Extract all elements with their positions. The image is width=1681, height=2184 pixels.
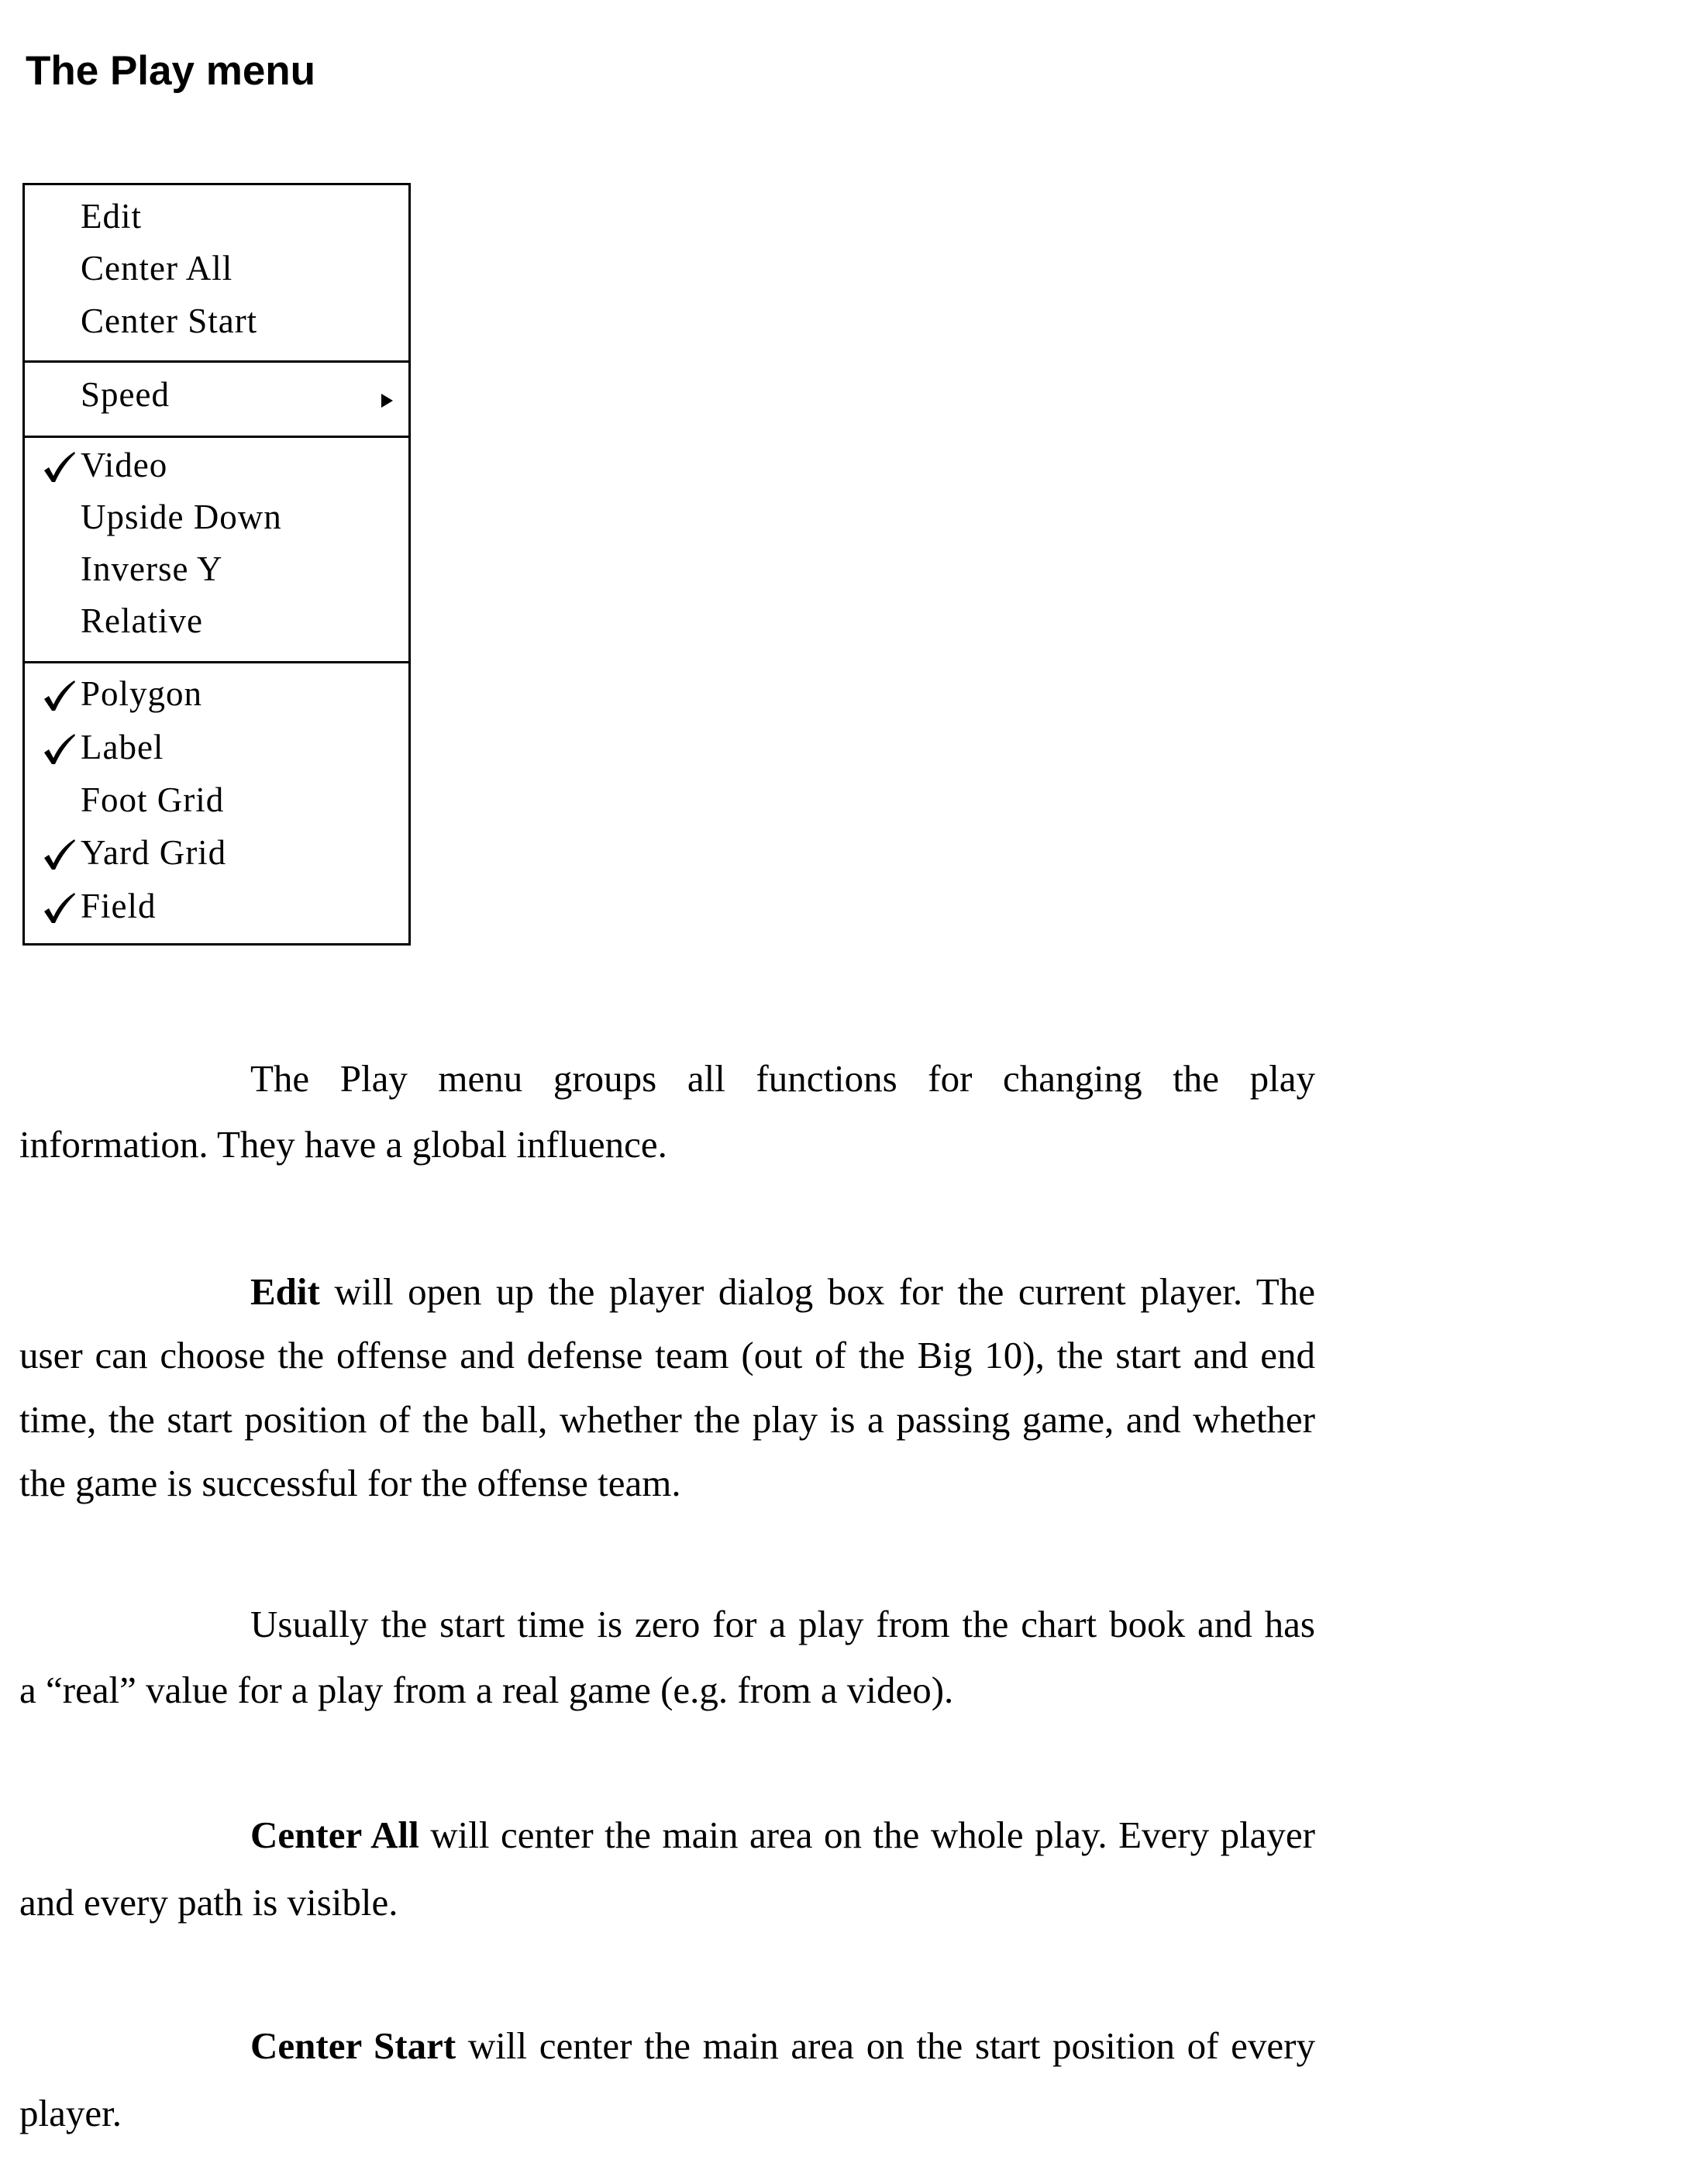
submenu-arrow-icon [381, 394, 393, 408]
menu-item-label: Speed [81, 375, 170, 414]
menu-item-yard-grid[interactable] [25, 829, 408, 881]
menu-item-upside-down[interactable] [25, 494, 408, 546]
menu-separator [25, 436, 408, 438]
menu-item-label: Center Start [81, 301, 258, 340]
menu-item-inverse-y[interactable] [25, 546, 408, 598]
checkmark-icon [42, 732, 76, 766]
menu-item-edit[interactable] [25, 193, 408, 245]
paragraph-center-all-line-2: and every path is visible. [19, 1881, 398, 1924]
paragraph-edit-line-1 [250, 1269, 1315, 1315]
play-menu [22, 183, 411, 946]
paragraph-center-all-line-1 [250, 1812, 1315, 1858]
menu-item-label: Relative [81, 601, 203, 640]
term-center-all: Center All [250, 1814, 419, 1856]
term-center-start: Center Start [250, 2024, 456, 2067]
menu-separator [25, 360, 408, 363]
menu-item-label: Upside Down [81, 498, 282, 536]
checkmark-icon [42, 837, 76, 871]
paragraph-intro-line-1: The Play menu groups all functions for changing the play [250, 1057, 1315, 1100]
menu-item-label: Yard Grid [81, 833, 227, 872]
checkmark-icon [42, 678, 76, 712]
menu-item-video[interactable] [25, 442, 408, 494]
menu-item-speed[interactable] [25, 371, 408, 423]
paragraph-text: will center the main area on the start position of every [456, 2024, 1315, 2067]
paragraph-center-start-line-1 [250, 2023, 1315, 2069]
paragraph-start-time-line-2: a “real” value for a play from a real game (e.g. from a video). [19, 1669, 954, 1711]
menu-item-label: Edit [81, 197, 142, 236]
page-title: The Play menu [26, 48, 316, 94]
menu-item-label-toggle[interactable] [25, 724, 408, 776]
menu-item-polygon[interactable] [25, 670, 408, 722]
menu-item-field[interactable] [25, 883, 408, 935]
paragraph-edit-line-2: user can choose the offense and defense team (out of the Big 10), the start and end [19, 1334, 1315, 1376]
menu-item-label: Foot Grid [81, 780, 225, 819]
paragraph-text: will open up the player dialog box for the current player. The [319, 1270, 1315, 1313]
menu-item-center-all[interactable] [25, 245, 408, 297]
menu-item-relative[interactable] [25, 598, 408, 649]
menu-item-center-start[interactable] [25, 298, 408, 350]
term-edit: Edit [250, 1270, 320, 1313]
paragraph-start-time-line-1: Usually the start time is zero for a play from the chart book and has [250, 1603, 1315, 1645]
menu-separator [25, 661, 408, 663]
paragraph-intro-line-2: information. They have a global influence. [19, 1123, 667, 1166]
menu-item-label: Polygon [81, 674, 203, 713]
paragraph-edit-line-3: time, the start position of the ball, whether the play is a passing game, and whether [19, 1398, 1315, 1441]
paragraph-text: will center the main area on the whole play. Every player [419, 1814, 1315, 1856]
paragraph-center-start-line-2: player. [19, 2092, 122, 2134]
menu-item-label: Video [81, 446, 168, 484]
menu-item-label: Inverse Y [81, 549, 223, 588]
menu-item-label: Label [81, 728, 164, 766]
paragraph-edit-line-4: the game is successful for the offense team. [19, 1462, 681, 1504]
menu-item-label: Field [81, 887, 157, 925]
menu-item-foot-grid[interactable] [25, 777, 408, 828]
menu-item-label: Center All [81, 249, 233, 288]
checkmark-icon [42, 450, 76, 484]
checkmark-icon [42, 890, 76, 925]
